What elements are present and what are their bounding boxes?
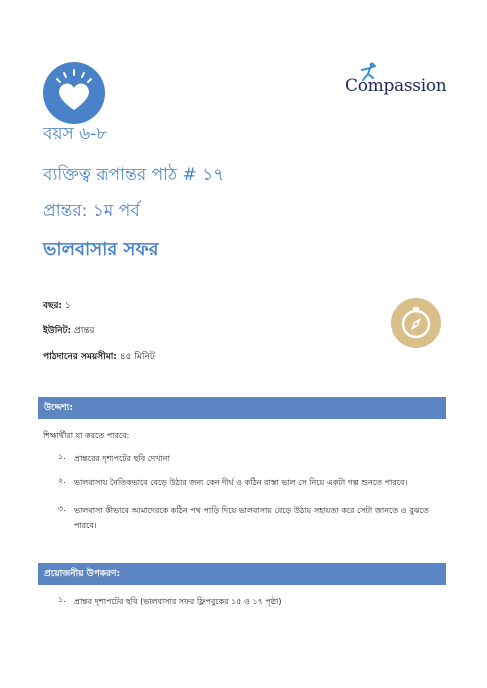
meta-unit <box>43 323 95 338</box>
lesson-title: ভালবাসার সফর <box>43 239 159 260</box>
meta-year-label: বছর: <box>43 301 63 311</box>
meta-time-value: ৪৫ মিনিট <box>119 352 155 362</box>
list-item-number: ১. <box>58 595 66 604</box>
objectives-intro: শিক্ষার্থীরা যা করতে পারবে: <box>43 431 130 440</box>
list-item-number: ৩. <box>58 504 66 513</box>
unit-heading: প্রান্তর: ১ম পর্ব <box>43 201 140 221</box>
age-heading: বয়স ৬-৮ <box>43 124 108 144</box>
meta-time-label: পাঠদানের সময়সীমা: <box>43 352 117 362</box>
meta-year-value: ১ <box>64 301 71 311</box>
list-item-number: ২. <box>58 476 66 485</box>
list-item-number: ১. <box>58 452 66 461</box>
heart-icon <box>43 62 105 124</box>
objectives-bar: উদ্দেশ্য: <box>38 397 446 419</box>
meta-year <box>43 298 71 313</box>
meta-unit-value: প্রান্তর <box>74 326 95 336</box>
meta-time <box>43 349 155 364</box>
materials-bar: প্রয়োজনীয় উপকরণ: <box>38 563 446 585</box>
compass-icon <box>391 298 441 348</box>
course-heading: ব্যক্তিত্ব রূপান্তর পাঠ # ১৭ <box>43 165 225 185</box>
list-item-text: প্রান্তরের দৃশ্যপটের ছবি দেখানা <box>74 454 170 463</box>
logo-text: Compassion <box>345 76 447 96</box>
compassion-logo <box>345 62 445 102</box>
list-item-text: ভালবাসায় নৈতিকভাবে বেড়ে উঠার জন্য কেন দীর্ঘ ও কঠিন রাস্তা ভাল সে নিয়ে একটা গল্প শুনতে পারবে। <box>74 478 408 487</box>
list-item-text: প্রান্তর দৃশ্যপটের ছবি (ভালবাসার সফর ফ্লিপবুকের ১৫ ও ১৭ পৃষ্ঠা) <box>74 597 282 606</box>
meta-unit-label: ইউনিট: <box>43 326 72 336</box>
list-item-text: ভালবাসা কীভাবে আমাদেরকে কঠিন পথ পাড়ি দিয়ে ভালবাসায় বেড়ে উঠায় সহায়তা করে সেটা জানতে ও বুঝতে পারবে। <box>74 506 429 530</box>
